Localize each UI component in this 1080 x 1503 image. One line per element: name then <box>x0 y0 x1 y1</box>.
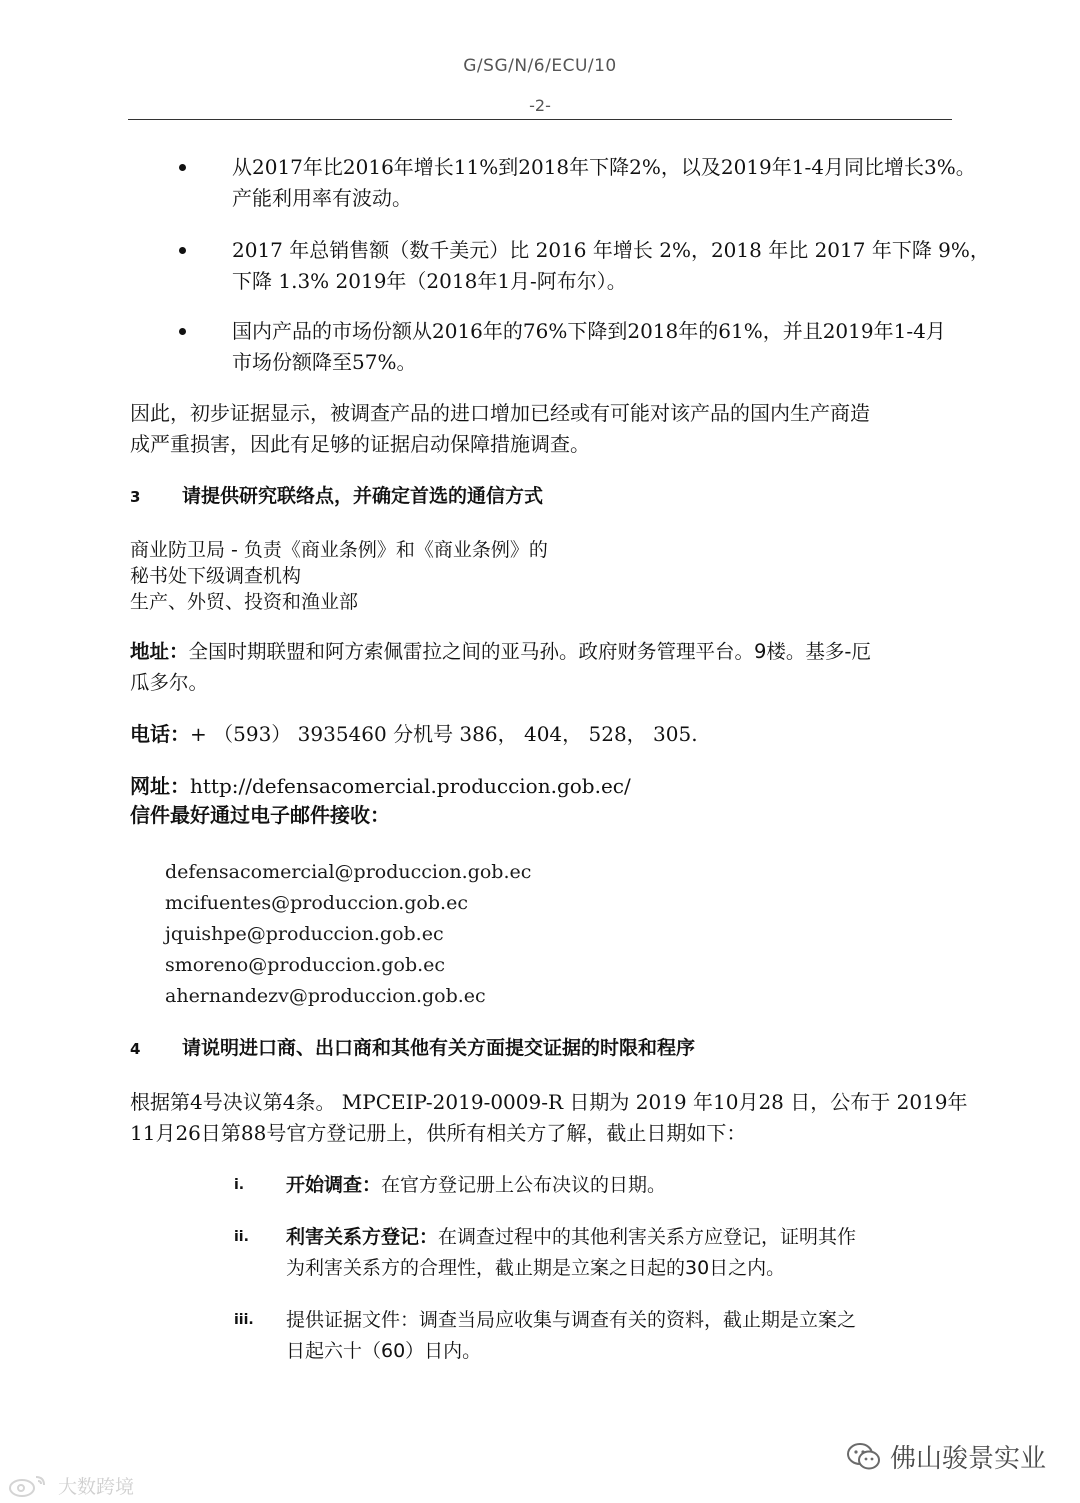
bullet-dot-icon <box>179 328 186 335</box>
address-label: 地址： <box>130 640 189 663</box>
section-4-heading <box>130 1034 952 1063</box>
paragraph-line: 成严重损害，因此有足够的证据启动保障措施调查。 <box>130 432 590 456</box>
address-paragraph <box>130 636 952 698</box>
email-link[interactable]: smoreno@produccion.gob.ec <box>165 954 446 976</box>
deadline-item-start <box>234 1170 954 1201</box>
deadline-text-cont: 为利害关系方的合理性，截止期是立案之日起的30日之内。 <box>286 1257 786 1279</box>
address-text-cont: 瓜多尔。 <box>130 671 209 694</box>
deadline-text: 提供证据文件：调查当局应收集与调查有关的资料，截止期是立案之 <box>286 1309 857 1331</box>
contact-organization <box>130 537 952 615</box>
deadline-label: 利害关系方登记： <box>286 1226 439 1248</box>
bullet-dot-icon <box>179 247 186 254</box>
bullet-text-line: 国内产品的市场份额从2016年的76%下降到2018年的61%，并且2019年1-4月 <box>232 319 946 343</box>
paragraph-line: 11月26日第88号官方登记册上，供所有相关方了解，截止日期如下： <box>130 1121 747 1145</box>
list-marker: i. <box>234 1177 245 1193</box>
organization-line: 秘书处下级调查机构 <box>130 565 302 587</box>
bullet-text-line: 2017 年总销售额（数千美元）比 2016 年增长 2%，2018 年比 2017 年下降 9%， <box>232 238 990 262</box>
email-link[interactable]: jquishpe@produccion.gob.ec <box>165 923 444 945</box>
wechat-icon <box>846 1442 882 1472</box>
bullet-item-capacity <box>232 152 976 214</box>
list-marker: iii. <box>234 1312 254 1328</box>
bullet-item-market-share <box>232 316 954 378</box>
email-list <box>165 857 531 1012</box>
organization-line: 商业防卫局 - 负责《商业条例》和《商业条例》的 <box>130 539 548 561</box>
conclusion-paragraph <box>130 398 952 460</box>
email-link[interactable]: mcifuentes@produccion.gob.ec <box>165 892 468 914</box>
website-paragraph <box>130 772 952 830</box>
website-link[interactable]: http://defensacomercial.produccion.gob.ec/ <box>190 774 631 798</box>
header-divider <box>128 119 952 120</box>
document-symbol: G/SG/N/6/ECU/10 <box>463 56 617 76</box>
email-link[interactable]: ahernandezv@produccion.gob.ec <box>165 985 486 1007</box>
phone-label: 电话： <box>130 722 190 746</box>
deadline-text: 在官方登记册上公布决议的日期。 <box>381 1174 667 1196</box>
list-marker: ii. <box>234 1229 249 1245</box>
phone-paragraph <box>130 719 952 750</box>
deadline-label: 开始调查： <box>286 1174 382 1196</box>
bullet-item-sales <box>232 235 990 297</box>
deadline-item-evidence <box>234 1305 954 1367</box>
wechat-watermark <box>846 1438 1046 1475</box>
phone-value: + （593） 3935460 分机号 386， 404， 528， 305. <box>190 722 698 746</box>
organization-line: 生产、外贸、投资和渔业部 <box>130 591 359 613</box>
address-text: 全国时期联盟和阿方索佩雷拉之间的亚马孙。政府财务管理平台。9楼。基多-厄 <box>188 640 871 663</box>
watermark-text-left: 大数跨境 <box>58 1476 135 1498</box>
resolution-paragraph <box>130 1087 968 1149</box>
page-number: -2- <box>529 96 551 115</box>
paragraph-line: 因此，初步证据显示，被调查产品的进口增加已经或有可能对该产品的国内生产商造 <box>130 401 870 425</box>
deadline-text-cont: 日起六十（60）日内。 <box>286 1340 482 1362</box>
weibo-icon <box>8 1473 52 1499</box>
bullet-text-line: 产能利用率有波动。 <box>232 186 412 210</box>
section-number: 4 <box>130 1040 141 1058</box>
email-link[interactable]: defensacomercial@produccion.gob.ec <box>165 861 532 883</box>
bullet-text-line: 从2017年比2016年增长11%到2018年下降2%，以及2019年1-4月同比增长3%。 <box>232 155 976 179</box>
bullet-text-line: 下降 1.3% 2019年（2018年1月-阿布尔）。 <box>232 269 627 293</box>
deadline-text: 在调查过程中的其他利害关系方应登记，证明其作 <box>438 1226 857 1248</box>
deadline-item-registration <box>234 1222 954 1284</box>
paragraph-line: 根据第4号决议第4条。 MPCEIP-2019-0009-R 日期为 2019 年10月28 日，公布于 2019年 <box>130 1090 968 1114</box>
email-preference-note: 信件最好通过电子邮件接收： <box>130 803 390 827</box>
section-number: 3 <box>130 488 141 506</box>
weibo-watermark <box>8 1472 134 1499</box>
watermark-text-right: 佛山骏景实业 <box>889 1444 1046 1474</box>
website-label: 网址： <box>130 774 190 798</box>
bullet-text-line: 市场份额降至57%。 <box>232 350 417 374</box>
section-title: 请说明进口商、出口商和其他有关方面提交证据的时限和程序 <box>182 1037 696 1059</box>
section-3-heading <box>130 482 952 511</box>
section-title: 请提供研究联络点，并确定首选的通信方式 <box>182 485 544 507</box>
bullet-dot-icon <box>179 164 186 171</box>
